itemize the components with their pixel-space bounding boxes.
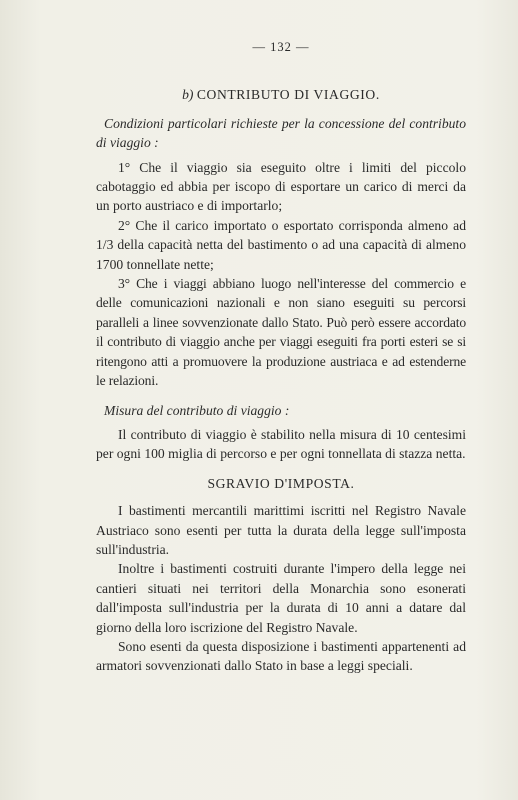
- condition-2: 2° Che il carico importato o esportato corrisponda almeno ad 1/3 della capacità netta del bastimento o ad una capacità di almeno 1700 tonnellate nette;: [96, 217, 466, 272]
- section-b-heading: [96, 85, 466, 104]
- measure-text: Il contributo di viaggio è stabilito nella misura di 10 centesimi per ogni 100 miglia di percorso e per ogni tonnellata di stazza netta.: [96, 426, 466, 462]
- section-b-title: CONTRIBUTO DI VIAGGIO.: [196, 87, 380, 103]
- page-number: — 132 —: [252, 40, 310, 54]
- tax-relief-1: I bastimenti mercantili marittimi iscritti nel Registro Navale Austriaco sono esenti per tutta la durata della legge sull'imposta sull'industria.: [96, 503, 466, 557]
- conditions-heading: Condizioni particolari richieste per la concessione del contributo di viaggio :: [96, 115, 466, 151]
- section-b-label: b): [182, 87, 194, 103]
- tax-relief-3: Sono esenti da questa disposizione i bastimenti appartenenti ad armatori sovvenzionati dallo Stato in base a leggi speciali.: [96, 638, 466, 674]
- condition-1: 1° Che il viaggio sia eseguito oltre i limiti del piccolo cabotaggio ed abbia per iscopo di esportare un carico di merci da un porto austriaco e di importarlo;: [96, 159, 466, 214]
- tax-relief-2: Inoltre i bastimenti costruiti durante l'impero della legge nei cantieri situati nei territori della Monarchia sono esonerati dall'imposta sull'industria per la durata di 10 anni a datare dal giorno della loro iscrizione del Registro Navale.: [96, 561, 466, 635]
- tax-relief-title: SGRAVIO D'IMPOSTA.: [207, 475, 355, 491]
- measure-heading: Misura del contributo di viaggio :: [104, 402, 290, 418]
- condition-3: 3° Che i viaggi abbiano luogo nell'interesse del commercio e delle comunicazioni nazionali e non siano eseguiti su percorsi paralleli a linee sovvenzionate dallo Stato. Può però essere accordato il contributo di viaggio anche per viaggi eseguiti fra porti esteri se si ritengono atti a promuovere la produzione austriaca e ad estenderne le relazioni.: [96, 276, 466, 389]
- page-text: [96, 38, 466, 676]
